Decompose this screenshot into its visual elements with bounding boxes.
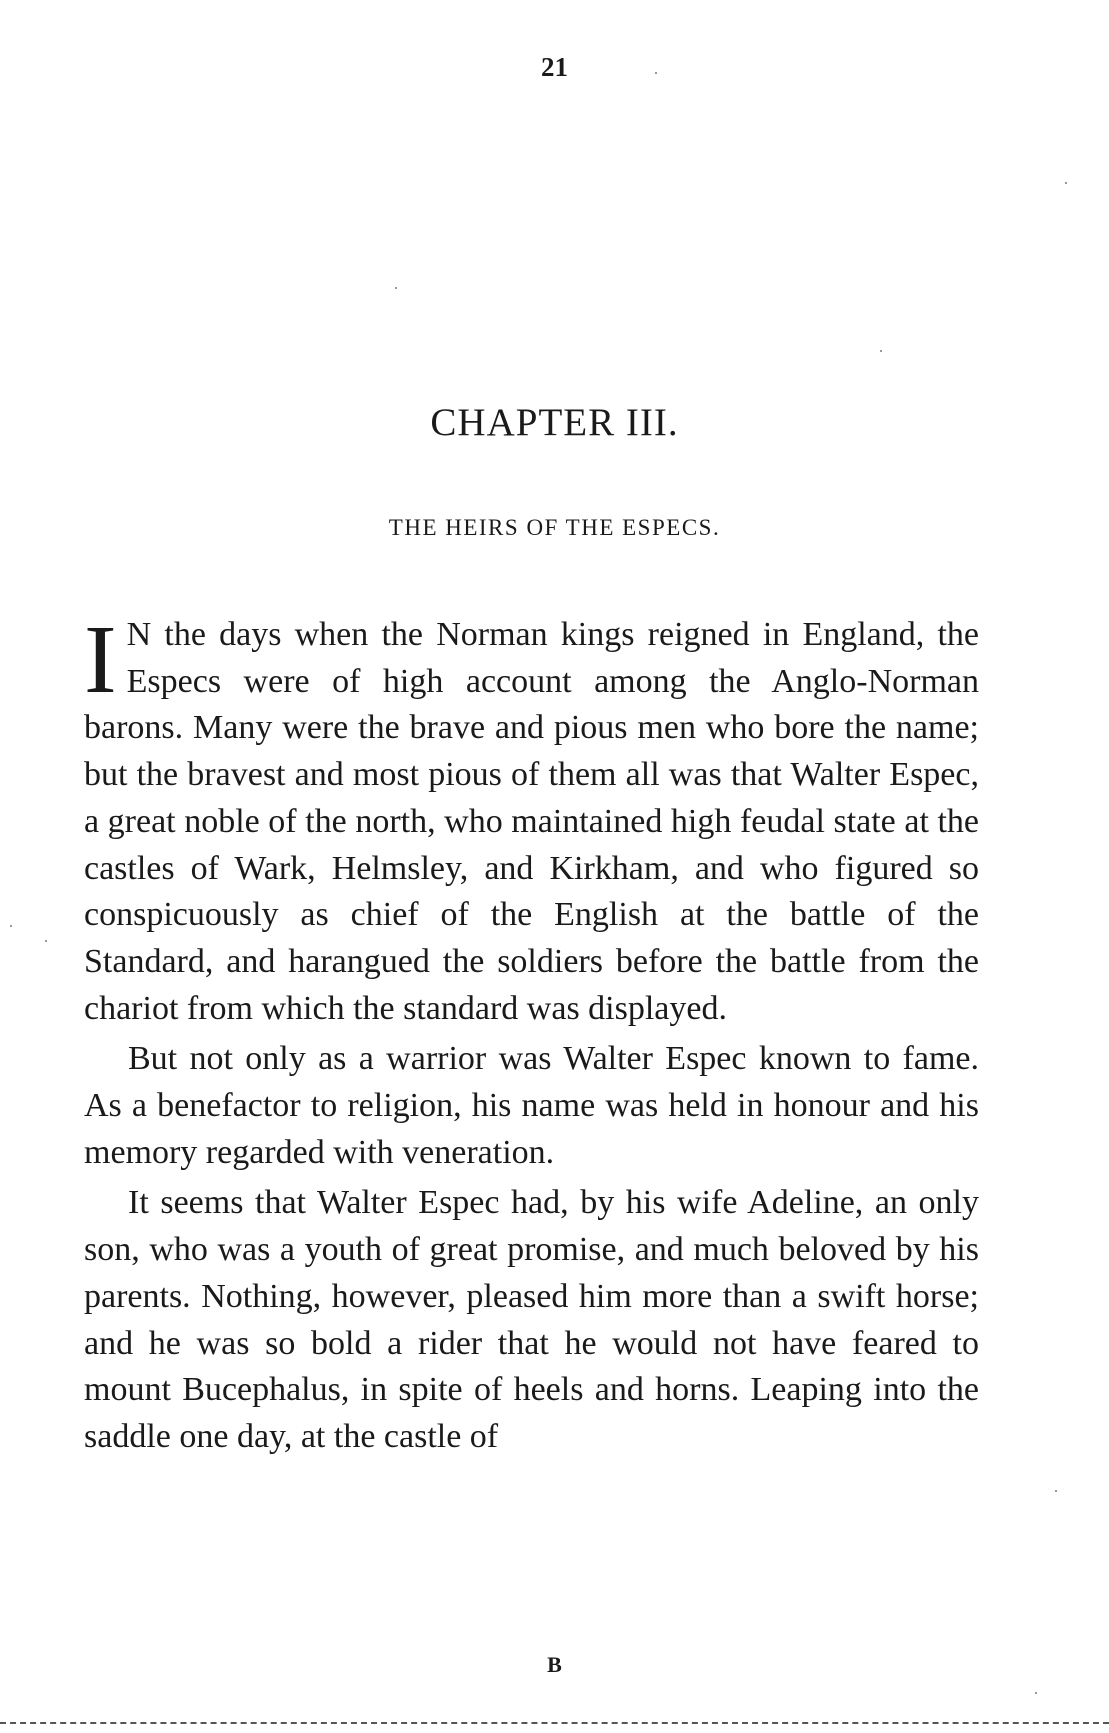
chapter-subtitle: THE HEIRS OF THE ESPECS. — [388, 515, 721, 540]
paragraph-2: But not only as a warrior was Walter Espec known to fame. As a benefactor to religion, his name was held in honour and his memory regarded with veneration. — [84, 1040, 979, 1171]
scan-speck — [10, 925, 12, 927]
scan-speck — [880, 350, 882, 352]
scan-speck — [1065, 182, 1067, 184]
scan-speck — [655, 72, 657, 74]
drop-cap: I — [84, 606, 117, 714]
signature-mark: B — [547, 1652, 562, 1677]
scan-edge-line — [0, 1722, 1109, 1724]
page-number: 21 — [541, 52, 568, 82]
body-text — [84, 606, 979, 1465]
chapter-title: CHAPTER III. — [430, 401, 679, 444]
scan-speck — [1055, 1490, 1057, 1492]
paragraph-1-text: N the days when the Norman kings reigned in England, the Especs were of high account among the Anglo-Norman barons. Many were the brave and pious men who bore the name; but the bravest and most pious of them all was that Walter Espec, a great noble of the north, who maintained high feudal state at the castles of Wark, Helmsley, and Kirkham, and who figured so conspicuously as chief of the English at the battle of the Standard, and harangued the soldiers before the battle from the chariot from which the standard was displayed. — [84, 616, 979, 1027]
scan-speck — [395, 287, 397, 289]
paragraph-3: It seems that Walter Espec had, by his wife Adeline, an only son, who was a youth of great promise, and much beloved by his parents. Nothing, however, pleased him more than a swift horse; and he was so bold a rider that he would not have feared to mount Bucephalus, in spite of heels and horns. Leaping into the saddle one day, at the castle of — [84, 1184, 979, 1455]
paragraph-1 — [84, 606, 979, 1032]
scan-speck — [1035, 1692, 1037, 1694]
scan-speck — [45, 940, 47, 942]
